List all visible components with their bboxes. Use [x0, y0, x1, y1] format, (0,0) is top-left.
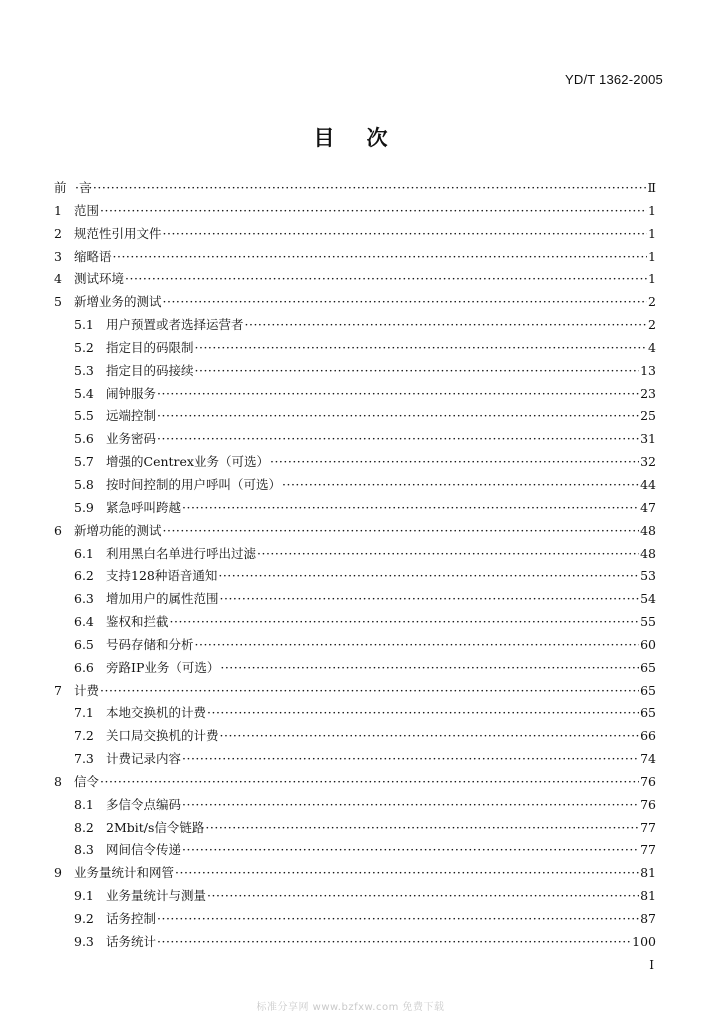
toc-entry[interactable] — [54, 201, 656, 224]
toc-entry-page: 65 — [640, 659, 656, 675]
dot-leader — [157, 431, 639, 446]
toc-entry[interactable] — [54, 589, 656, 612]
dot-leader — [270, 454, 639, 469]
toc-entry-number: 9.3 — [74, 933, 94, 949]
toc-entry[interactable] — [54, 703, 656, 726]
toc-entry-title: 网间信令传递 — [106, 842, 182, 858]
toc-entry-title: 关口局交换机的计费 — [106, 728, 219, 744]
toc-entry[interactable] — [54, 475, 656, 498]
toc-entry-page: 54 — [640, 591, 656, 607]
toc-entry[interactable] — [54, 909, 656, 932]
toc-entry-number: 7.3 — [74, 751, 94, 767]
toc-entry-number: 5.3 — [74, 362, 94, 378]
toc-entry[interactable] — [54, 886, 656, 909]
toc-entry-title: 指定目的码接续 — [106, 362, 194, 378]
dot-leader — [207, 705, 639, 720]
dot-leader — [170, 614, 640, 629]
page-number: I — [649, 958, 654, 972]
dot-leader — [220, 591, 640, 606]
toc-entry-page: 1 — [648, 248, 656, 264]
dot-leader — [220, 728, 640, 743]
toc-entry[interactable] — [54, 818, 656, 841]
toc-entry-number: 5.7 — [74, 454, 94, 470]
toc-entry-page: 4 — [648, 339, 656, 355]
dot-leader — [75, 180, 647, 195]
toc-entry[interactable] — [54, 224, 656, 247]
dot-leader — [157, 934, 631, 949]
toc-entry[interactable] — [54, 635, 656, 658]
toc-entry-number: 6.1 — [74, 545, 94, 561]
toc-entry[interactable] — [54, 612, 656, 635]
toc-entry[interactable] — [54, 863, 656, 886]
toc-entry-number: 5.6 — [74, 431, 94, 447]
dot-leader — [100, 203, 647, 218]
toc-entry[interactable] — [54, 292, 656, 315]
toc-entry-number: 前 言 — [54, 180, 92, 195]
toc-entry-page: 53 — [640, 568, 656, 584]
toc-entry-number: 8.1 — [74, 796, 94, 812]
dot-leader — [245, 317, 648, 332]
dot-leader — [163, 294, 648, 309]
toc-entry-page: 23 — [640, 385, 656, 401]
toc-entry-page: Ⅱ — [647, 180, 656, 195]
toc-entry-title: 按时间控制的用户呼叫（可选） — [106, 476, 282, 492]
dot-leader — [182, 751, 639, 766]
toc-entry[interactable] — [54, 269, 656, 292]
toc-entry[interactable] — [54, 795, 656, 818]
toc-entry[interactable] — [54, 452, 656, 475]
toc-entry-title: 号码存储和分析 — [106, 636, 194, 652]
toc-entry-title: 增强的Centrex业务（可选） — [106, 454, 269, 470]
toc-entry-page: 65 — [640, 682, 656, 698]
watermark: 标准分享网 www.bzfxw.com 免费下载 — [256, 1002, 445, 1013]
toc-entry-title: 远端控制 — [106, 408, 157, 424]
toc-entry-page: 32 — [640, 454, 656, 470]
dot-leader — [195, 340, 648, 355]
toc-entry-page: 1 — [648, 271, 656, 287]
toc-entry-number: 6.3 — [74, 591, 94, 607]
toc-entry-title: 范围 — [74, 202, 100, 218]
toc-entry-title: 2Mbit/s信令链路 — [106, 819, 205, 835]
toc-entry[interactable] — [54, 772, 656, 795]
toc-entry-number: 5.2 — [74, 339, 94, 355]
toc-entry-page: 65 — [640, 705, 656, 721]
toc-entry[interactable] — [54, 681, 656, 704]
toc-entry-number: 1 — [54, 202, 62, 218]
toc-entry-page: 48 — [640, 545, 656, 561]
toc-entry-number: 8.3 — [74, 842, 94, 858]
toc-entry-title: 鉴权和拦截 — [106, 614, 169, 630]
toc-entry[interactable] — [54, 384, 656, 407]
toc-entry-title: 多信令点编码 — [106, 796, 182, 812]
toc-entry-page: 60 — [640, 636, 656, 652]
dot-leader — [282, 477, 639, 492]
toc-entry-title: 业务量统计与测量 — [106, 888, 207, 904]
toc-entry-title: 本地交换机的计费 — [106, 705, 207, 721]
toc-entry-number: 6 — [54, 522, 62, 538]
toc-entry-title: 测试环境 — [74, 271, 125, 287]
dot-leader — [163, 226, 648, 241]
toc-entry-title: 利用黑白名单进行呼出过滤 — [106, 545, 257, 561]
dot-leader — [100, 683, 639, 698]
toc-entry-page: 13 — [640, 362, 656, 378]
toc-entry-number: 7.2 — [74, 728, 94, 744]
toc-entry-title: 业务量统计和网管 — [74, 865, 175, 881]
toc-entry-title: 信令 — [74, 773, 100, 789]
toc-entry-page: 77 — [640, 819, 656, 835]
toc-entry[interactable] — [54, 932, 656, 955]
dot-leader — [157, 386, 639, 401]
toc-entry-title: 闹钟服务 — [106, 385, 157, 401]
toc-entry-number: 5.9 — [74, 499, 94, 515]
toc-entry-page: 55 — [640, 614, 656, 630]
dot-leader — [113, 249, 648, 264]
dot-leader — [207, 888, 639, 903]
toc-entry-title: 旁路IP业务（可选） — [106, 659, 220, 675]
toc-entry-number: 9.2 — [74, 911, 94, 926]
toc-entry[interactable] — [54, 726, 656, 749]
toc-entry-page: 76 — [640, 773, 656, 789]
toc-entry-title: 话务统计 — [106, 933, 157, 949]
toc-entry-title: 话务控制 — [106, 911, 157, 926]
toc-entry-page: 2 — [648, 317, 656, 333]
toc-entry-page: 44 — [640, 476, 656, 492]
toc-entry-number: 5.4 — [74, 385, 94, 401]
dot-leader — [220, 660, 639, 675]
page-title: 目次 — [313, 126, 420, 150]
toc-entry-number: 6.6 — [74, 659, 94, 675]
toc-entry[interactable] — [54, 315, 656, 338]
toc-entry-page: 81 — [640, 865, 656, 881]
toc-entry[interactable] — [54, 749, 656, 772]
toc-entry-number: 5 — [54, 294, 62, 310]
dot-leader — [257, 546, 639, 561]
toc-entry-page: 76 — [640, 796, 656, 812]
toc-entry-number: 5.1 — [74, 317, 94, 333]
toc-entry[interactable] — [54, 247, 656, 270]
toc-entry-page: 74 — [640, 751, 656, 767]
toc-entry[interactable] — [54, 566, 656, 589]
toc-entry-page: 2 — [648, 294, 656, 310]
toc-entry-title: 规范性引用文件 — [74, 225, 162, 241]
toc-entry-page: 47 — [640, 499, 656, 515]
dot-leader — [157, 911, 639, 926]
dot-leader — [125, 271, 647, 286]
toc-entry-page: 77 — [640, 842, 656, 858]
toc-entry[interactable] — [54, 338, 656, 361]
toc-entry-title: 指定目的码限制 — [106, 339, 194, 355]
toc-entry-number: 8 — [54, 773, 62, 789]
toc-entry[interactable] — [54, 361, 656, 384]
toc-entry-number: 8.2 — [74, 819, 94, 835]
toc-entry-number: 6.5 — [74, 636, 94, 652]
dot-leader — [182, 797, 639, 812]
dot-leader — [218, 568, 639, 583]
toc-entry-number: 6.4 — [74, 614, 94, 630]
dot-leader — [195, 637, 640, 652]
toc-entry-number: 5.5 — [74, 408, 94, 424]
toc-entry-title: 支持128种语音通知 — [106, 568, 218, 584]
toc-entry-page: 48 — [640, 522, 656, 538]
toc-entry-page: 31 — [640, 431, 656, 447]
toc-entry[interactable] — [54, 406, 656, 429]
toc-entry-number: 9 — [54, 865, 62, 881]
toc-entry-page: 100 — [632, 933, 656, 949]
dot-leader — [195, 363, 640, 378]
dot-leader — [205, 820, 639, 835]
toc-entry-page: 1 — [648, 225, 656, 241]
dot-leader — [157, 408, 639, 423]
dot-leader — [175, 865, 639, 880]
toc-entry-number: 4 — [54, 271, 62, 287]
toc-entry-title: 增加用户的属性范围 — [106, 591, 219, 607]
toc-entry-page: 87 — [640, 911, 656, 926]
dot-leader — [163, 523, 640, 538]
toc-entry[interactable] — [54, 521, 656, 544]
toc-entry[interactable] — [54, 840, 656, 863]
table-of-contents — [54, 178, 656, 955]
toc-entry-page: 25 — [640, 408, 656, 424]
toc-entry-number: 2 — [54, 225, 62, 241]
toc-entry[interactable] — [54, 178, 656, 201]
toc-entry-page: 81 — [640, 888, 656, 904]
dot-leader — [182, 500, 639, 515]
dot-leader — [100, 774, 639, 789]
toc-entry-page: 66 — [640, 728, 656, 744]
toc-entry[interactable] — [54, 544, 656, 567]
toc-entry-number: 5.8 — [74, 476, 94, 492]
toc-entry-title: 新增功能的测试 — [74, 522, 162, 538]
toc-entry[interactable] — [54, 498, 656, 521]
toc-entry-title: 紧急呼叫跨越 — [106, 499, 182, 515]
toc-entry-title: 用户预置或者选择运营者 — [106, 317, 244, 333]
toc-entry[interactable] — [54, 429, 656, 452]
toc-entry-number: 9.1 — [74, 888, 94, 904]
standard-number: YD/T 1362-2005 — [565, 72, 663, 87]
dot-leader — [182, 842, 639, 857]
toc-entry-title: 新增业务的测试 — [74, 294, 162, 310]
toc-entry-number: 7.1 — [74, 705, 94, 721]
toc-entry-title: 业务密码 — [106, 431, 157, 447]
toc-entry-title: 缩略语 — [74, 248, 112, 264]
toc-entry-page: 1 — [648, 202, 656, 218]
toc-entry[interactable] — [54, 658, 656, 681]
toc-entry-title: 计费记录内容 — [106, 751, 182, 767]
toc-entry-number: 6.2 — [74, 568, 94, 584]
toc-entry-number: 3 — [54, 248, 62, 264]
toc-entry-number: 7 — [54, 682, 62, 698]
toc-entry-title: 计费 — [74, 682, 100, 698]
